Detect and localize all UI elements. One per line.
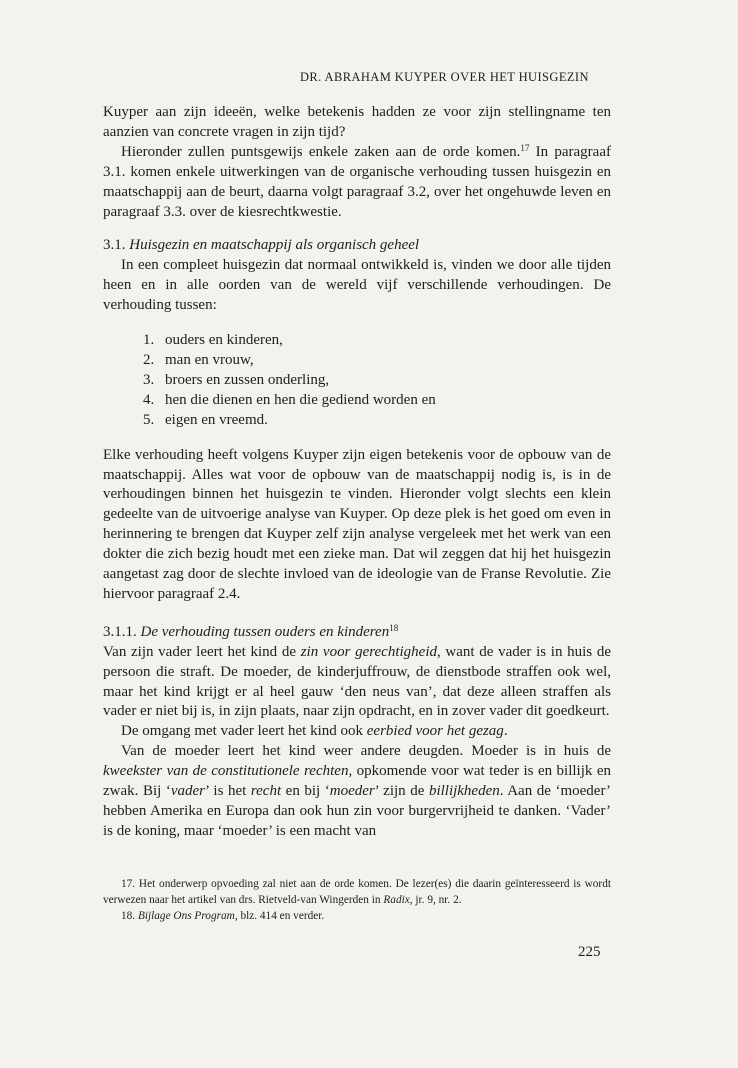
text-run: 17. Het onderwerp opvoeding zal niet aan de orde komen. De lezer(es) die daarin geïnteresseerd is wordt verwezen naar het artikel van drs. Rietveld-van Wingerden in: [103, 878, 611, 906]
emphasis: vader: [170, 783, 205, 800]
emphasis: Radix: [383, 894, 410, 906]
text-run: , want de vader is in huis de persoon die straft. De moeder, de kinderjuffrouw, de dienstbode straffen ook wel, maar het kind krijgt er al heel gauw ‘den neus van’, dat deze alleen straffen als vader er niet bij is, in zijn plaats, naar zijn opdracht, en in zover vader dit goedkeurt.: [103, 643, 611, 720]
emphasis: moeder: [329, 783, 375, 800]
text-run: , jr. 9, nr. 2.: [409, 894, 462, 906]
text-run: 18.: [121, 910, 138, 922]
text-run: ’ zijn de: [374, 783, 429, 800]
list-item-number: 3.: [143, 371, 155, 388]
emphasis: eerbied voor het gezag: [366, 723, 504, 740]
section-title: Huisgezin en maatschappij als organisch geheel: [129, 237, 420, 254]
section-heading-3-1: [103, 236, 611, 256]
list-item: [143, 351, 611, 371]
paragraph-intro-2: [103, 143, 611, 223]
paragraph-intro-1: Kuyper aan zijn ideeën, welke betekenis hadden ze voor zijn stellingname ten aanzien van concrete vragen in zijn tijd?: [103, 104, 611, 140]
list-item-text: hen die dienen en hen die gediend worden en: [165, 391, 436, 408]
text-run: . Aan de ‘moeder’ hebben Amerika en Europa dan ook hun zin voor burgervrijheid te danken. ‘Vader’ is de koning, maar ‘moeder’ is een macht van: [103, 783, 611, 839]
emphasis: kweekster van de constitutionele rechten: [103, 763, 349, 780]
relations-list: [103, 331, 611, 431]
paragraph-3-1-1-3: [103, 742, 611, 842]
text-run: Van de moeder leert het kind weer andere deugden. Moeder is in huis de: [121, 743, 611, 760]
list-item-text: man en vrouw,: [165, 351, 254, 368]
text-run: .: [503, 723, 508, 740]
text-run: , blz. 414 en verder.: [234, 910, 325, 922]
list-item-number: 4.: [143, 391, 155, 408]
list-item: [143, 371, 611, 391]
footnote-17: [103, 876, 611, 908]
footnotes: [103, 876, 611, 924]
footnote-ref-18: 18: [389, 622, 399, 633]
emphasis: billijkheden: [428, 783, 500, 800]
section-number: 3.1.: [103, 237, 130, 254]
footnote-ref-17: 17: [520, 142, 530, 153]
text-run: In paragraaf 3.1. komen enkele uitwerkingen van de organische verhouding tussen huisgezin en maatschappij aan de beurt, daarna volgt paragraaf 3.2, over het ongehuwde leven en paragraaf 3.3. over de kiesrechtkwestie.: [103, 143, 611, 220]
list-item-number: 2.: [143, 351, 155, 368]
paragraph-3-1-2: Elke verhouding heeft volgens Kuyper zijn eigen betekenis voor de opbouw van de maatschappij. Alles wat voor de opbouw van de maatschappij nodig is, is in de verhoudingen binnen het huisgezin te vinden. Hieronder volgt slechts een klein gedeelte van de uitvoerige analyse van Kuyper. Op deze plek is het goed om even in herinnering te brengen dat Kuyper zelf zijn analyse vergeleek met het werk van een dokter die zich bezig houdt met een zieke man. Dat wil zeggen dat hij het huisgezin aangetast zag door de slechte invloed van de ideologie van de Franse Revolutie. Zie hiervoor paragraaf 2.4.: [103, 446, 611, 602]
list-item: [143, 411, 611, 431]
text-run: ’ is het: [204, 783, 251, 800]
emphasis: Bijlage Ons Program: [137, 910, 235, 922]
footnote-18: [103, 908, 611, 924]
paragraph-3-1-1-1: [103, 643, 611, 723]
list-item-text: broers en zussen onderling,: [165, 371, 330, 388]
running-head: DR. ABRAHAM KUYPER OVER HET HUISGEZIN: [300, 70, 589, 84]
list-item-text: ouders en kinderen,: [165, 332, 283, 349]
list-item: [143, 391, 611, 411]
list-item-text: eigen en vreemd.: [165, 411, 268, 428]
emphasis: zin voor gerechtigheid: [300, 643, 437, 660]
list-item-number: 1.: [143, 332, 155, 349]
list-item: [143, 331, 611, 351]
section-number: 3.1.1.: [103, 623, 141, 640]
text-run: en bij ‘: [281, 783, 330, 800]
paragraph-3-1-1: In een compleet huisgezin dat normaal ontwikkeld is, vinden we door alle tijden heen en in alle oorden van de wereld vijf verschillende verhoudingen. De verhouding tussen:: [103, 257, 611, 314]
list-item-number: 5.: [143, 411, 155, 428]
text-run: Hieronder zullen puntsgewijs enkele zaken aan de orde komen.: [121, 143, 521, 160]
paragraph-3-1-1-2: [103, 722, 611, 742]
body-text: [103, 103, 611, 842]
text-run: Van zijn vader leert het kind de: [103, 643, 301, 660]
emphasis: recht: [250, 783, 282, 800]
text-run: , opkomende voor wat teder is en billijk en zwak. Bij ‘: [103, 763, 611, 800]
section-heading-3-1-1: [103, 623, 611, 643]
page-number: 225: [578, 944, 601, 960]
section-title: De verhouding tussen ouders en kinderen: [140, 623, 390, 640]
text-run: De omgang met vader leert het kind ook: [121, 723, 367, 740]
